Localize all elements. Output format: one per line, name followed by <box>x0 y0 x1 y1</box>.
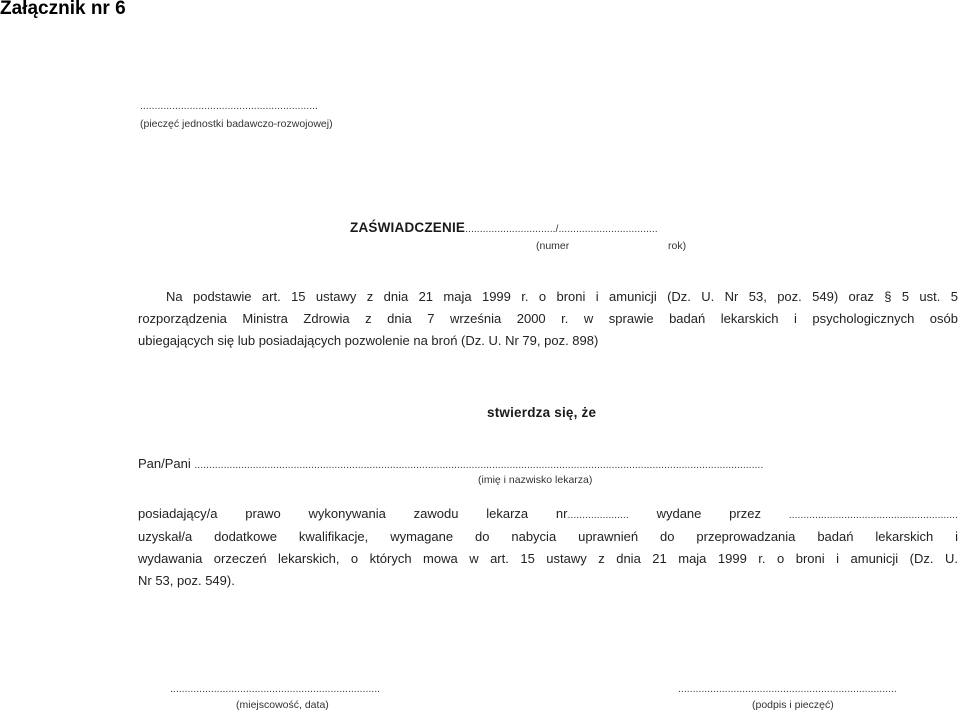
intro-paragraph <box>138 286 958 352</box>
qualification-line: wydawania orzeczeń lekarskich, o których mowa w art. 15 ustawy z dnia 21 maja 1999 r. o broni i amunicji (Dz. U. <box>138 551 958 566</box>
person-label: Pan/Pani <box>138 456 191 471</box>
certificate-slash: / <box>555 223 559 235</box>
certificate-title: ZAŚWIADCZENIE <box>350 220 466 235</box>
qualification-paragraph <box>138 503 958 592</box>
attachment-label: Załącznik nr 6 <box>0 0 126 19</box>
qualification-text-b: wydane przez <box>656 506 761 521</box>
certificate-number-dots: ............................... <box>465 223 556 235</box>
stamp-caption: (pieczęć jednostki badawczo-rozwojowej) <box>140 118 333 130</box>
issuer-dots: .......................................................... <box>788 509 958 521</box>
person-caption: (imię i nazwisko lekarza) <box>478 474 593 486</box>
certificate-title-line <box>350 219 658 237</box>
intro-line: ubiegających się lub posiadających pozwolenie na broń (Dz. U. Nr 79, poz. 898) <box>138 333 599 348</box>
signature-dots: ........................................................................... <box>678 683 897 695</box>
qualification-line: uzyskał/a dodatkowe kwalifikacje, wymagane do nabycia uprawnień do przeprowadzania badań lekarskich i <box>138 529 958 544</box>
qualification-text-a: posiadający/a prawo wykonywania zawodu lekarza nr <box>138 506 568 521</box>
intro-line: Na podstawie art. 15 ustawy z dnia 21 maja 1999 r. o broni i amunicji (Dz. U. Nr 53, poz. 549) oraz § 5 ust. 5 <box>166 289 958 304</box>
place-date-caption: (miejscowość, data) <box>236 699 329 711</box>
stamp-dots: ............................................................. <box>140 100 318 112</box>
intro-line: rozporządzenia Ministra Zdrowia z dnia 7 września 2000 r. w sprawie badań lekarskich i psychologicznych osób <box>138 311 958 326</box>
qualification-line-1 <box>138 503 958 526</box>
certificate-year-caption: rok) <box>668 240 687 252</box>
qualification-line: Nr 53, poz. 549). <box>138 573 235 588</box>
license-number-dots: ..................... <box>567 509 629 521</box>
person-dots: ................................................................................................................................................................................................... <box>194 459 764 471</box>
statement-heading: stwierdza się, że <box>487 405 597 420</box>
certificate-year-dots: .................................. <box>558 223 658 235</box>
place-date-dots: ........................................................................ <box>170 683 381 695</box>
signature-caption: (podpis i pieczęć) <box>752 699 834 711</box>
certificate-number-caption: (numer <box>536 240 570 252</box>
